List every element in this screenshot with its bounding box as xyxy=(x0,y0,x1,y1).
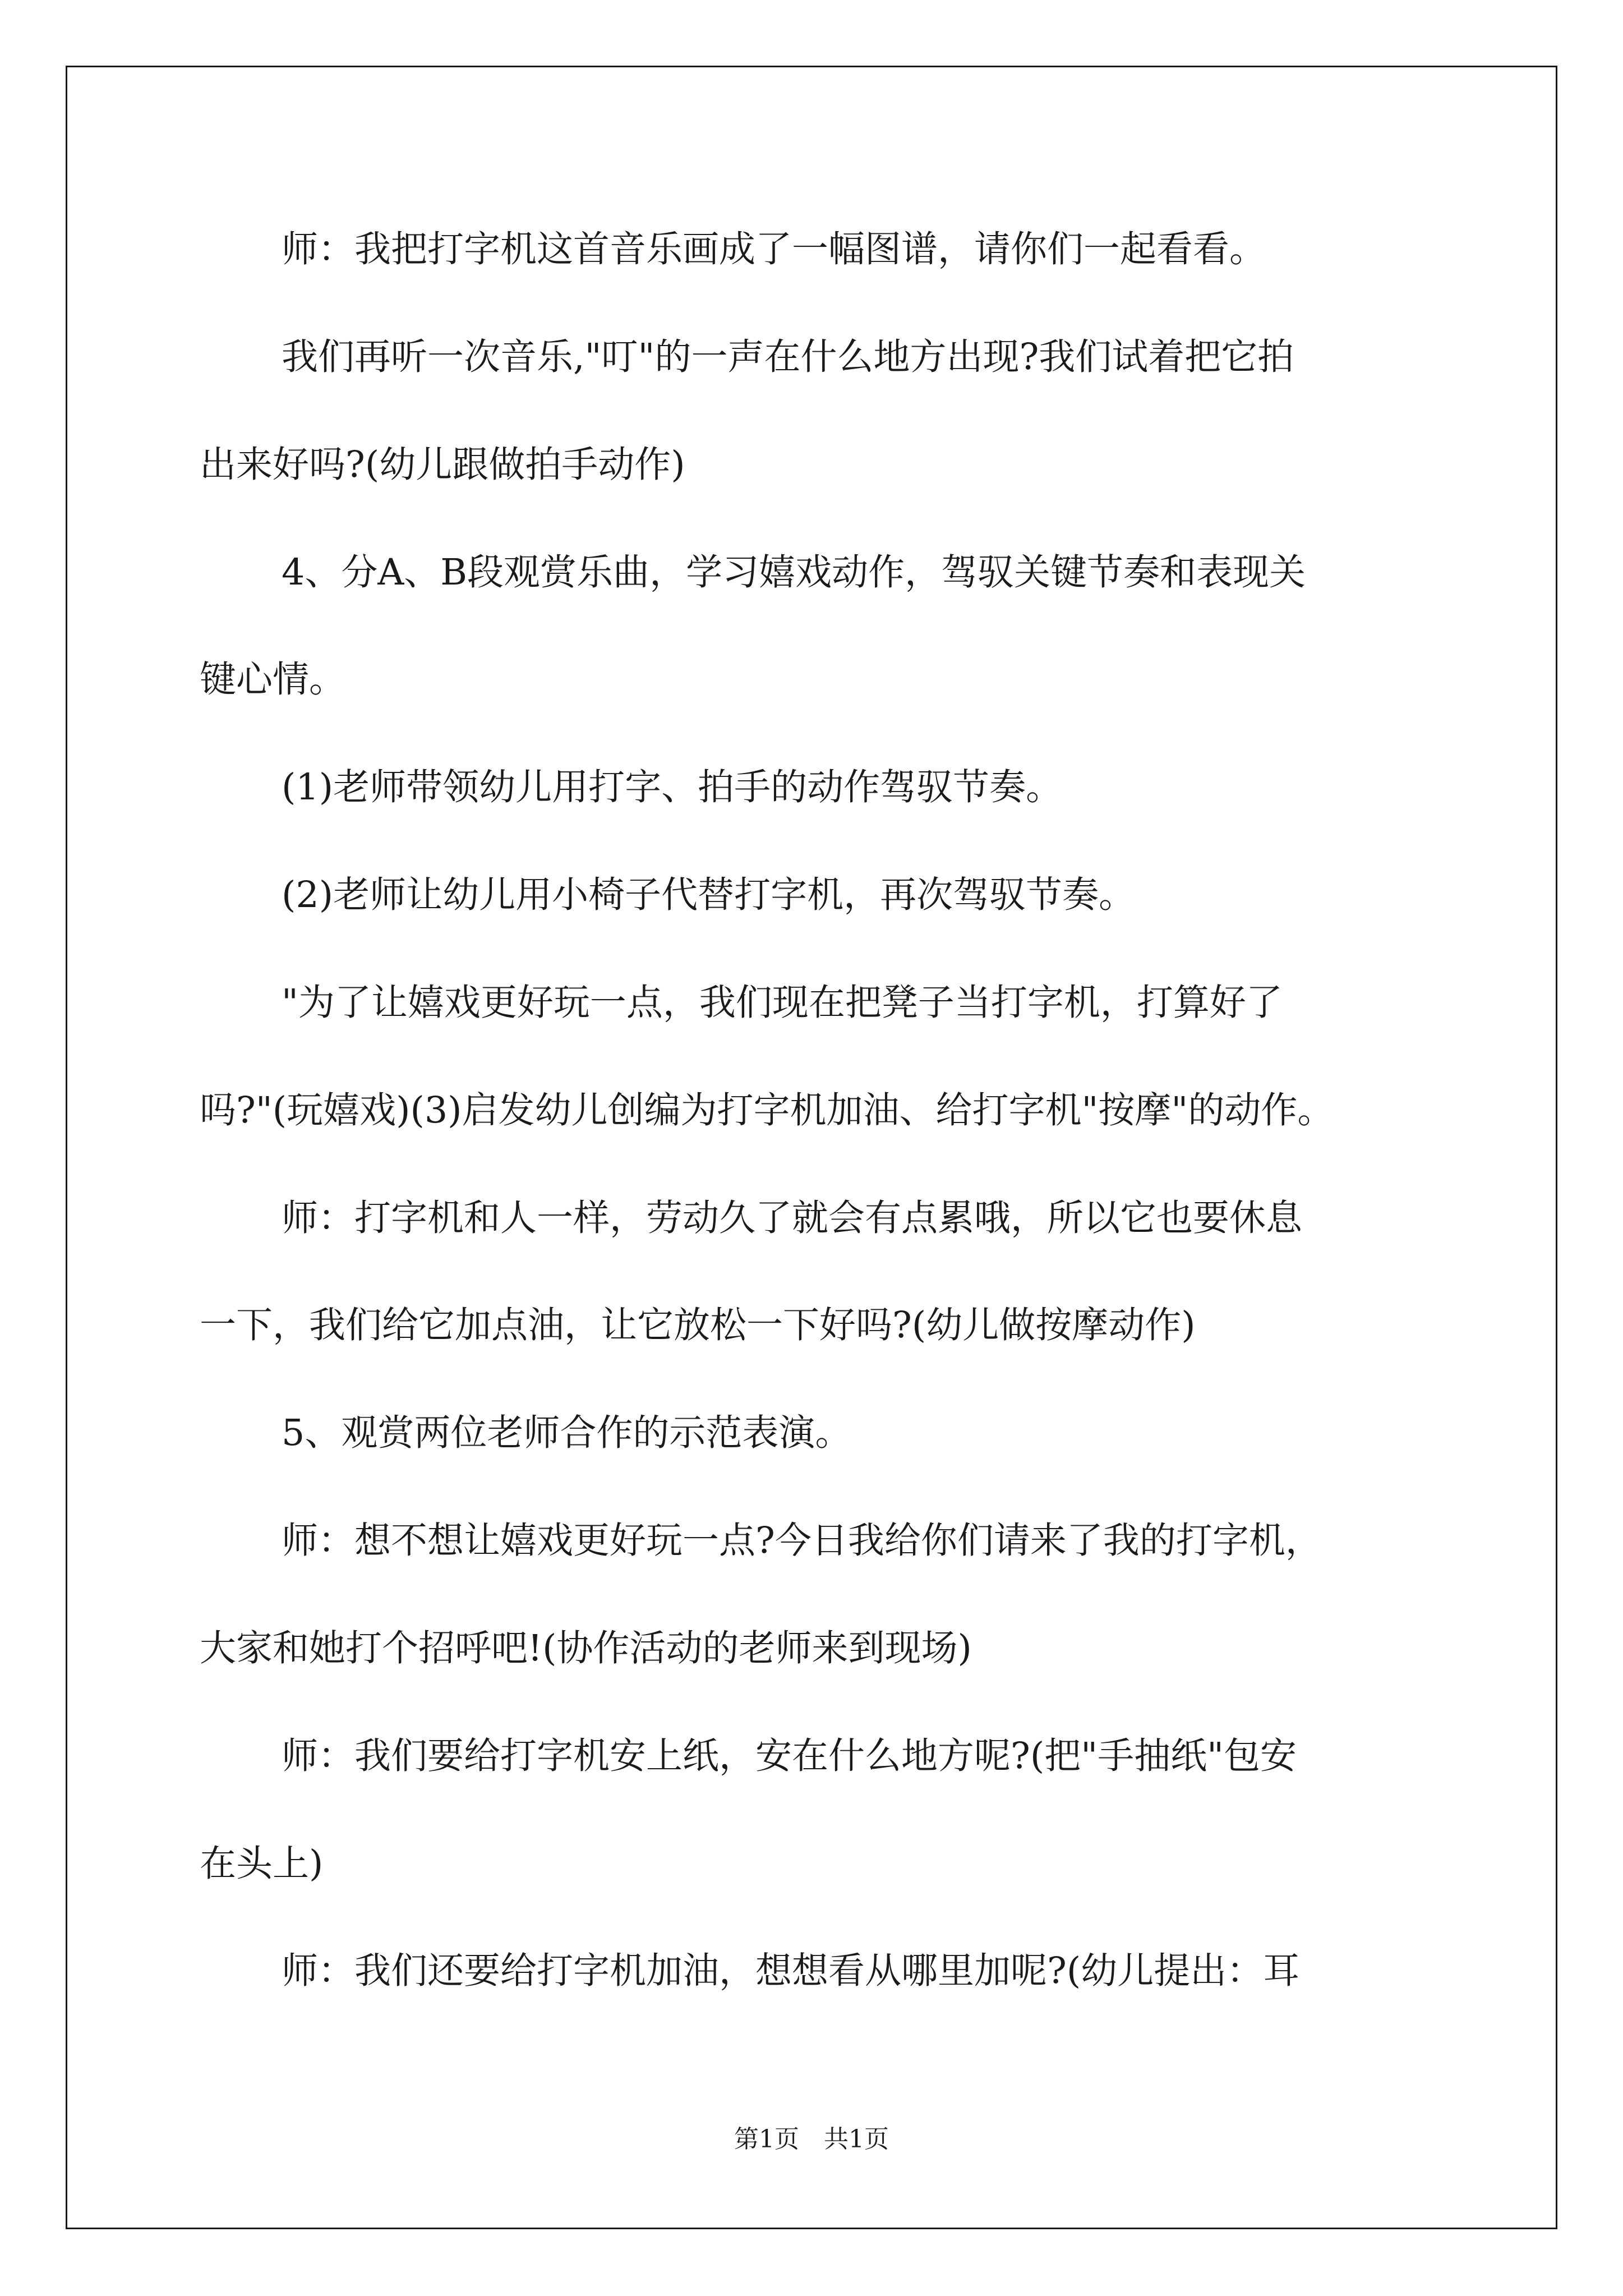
text-line-1: 师：我把打字机这首音乐画成了一幅图谱，请你们一起看看。 xyxy=(282,228,1266,270)
text-line-16: 在头上) xyxy=(200,1843,324,1885)
text-line-13: 师：想不想让嬉戏更好玩一点?今日我给你们请来了我的打字机， xyxy=(282,1520,1322,1562)
page-border xyxy=(66,66,1557,2229)
text-line-7: (2)老师让幼儿用小椅子代替打字机，再次驾驭节奏。 xyxy=(282,874,1136,916)
text-line-10: 师：打字机和人一样，劳动久了就会有点累哦，所以它也要休息 xyxy=(282,1197,1303,1239)
text-line-17: 师：我们还要给打字机加油，想想看从哪里加呢?(幼儿提出：耳 xyxy=(282,1950,1300,1992)
text-line-15: 师：我们要给打字机安上纸，安在什么地方呢?(把"手抽纸"包安 xyxy=(282,1735,1297,1777)
text-line-2: 我们再听一次音乐,"叮"的一声在什么地方出现?我们试着把它拍 xyxy=(282,336,1294,378)
text-line-3: 出来好吗?(幼儿跟做拍手动作) xyxy=(200,444,685,486)
text-line-14: 大家和她打个招呼吧!(协作活动的老师来到现场) xyxy=(200,1627,972,1669)
page-number-footer: 第1页 共1页 xyxy=(734,2125,889,2154)
text-line-11: 一下，我们给它加点油，让它放松一下好吗?(幼儿做按摩动作) xyxy=(200,1304,1196,1346)
text-line-8: "为了让嬉戏更好玩一点，我们现在把凳子当打字机，打算好了 xyxy=(282,982,1283,1024)
text-line-9: 吗?"(玩嬉戏)(3)启发幼儿创编为打字机加油、给打字机"按摩"的动作。 xyxy=(200,1089,1334,1131)
text-line-12: 5、观赏两位老师合作的示范表演。 xyxy=(282,1412,852,1454)
text-line-5: 键心情。 xyxy=(200,659,346,701)
text-line-6: (1)老师带领幼儿用打字、拍手的动作驾驭节奏。 xyxy=(282,766,1063,808)
text-line-4: 4、分A、B段观赏乐曲，学习嬉戏动作，驾驭关键节奏和表现关 xyxy=(282,551,1306,593)
